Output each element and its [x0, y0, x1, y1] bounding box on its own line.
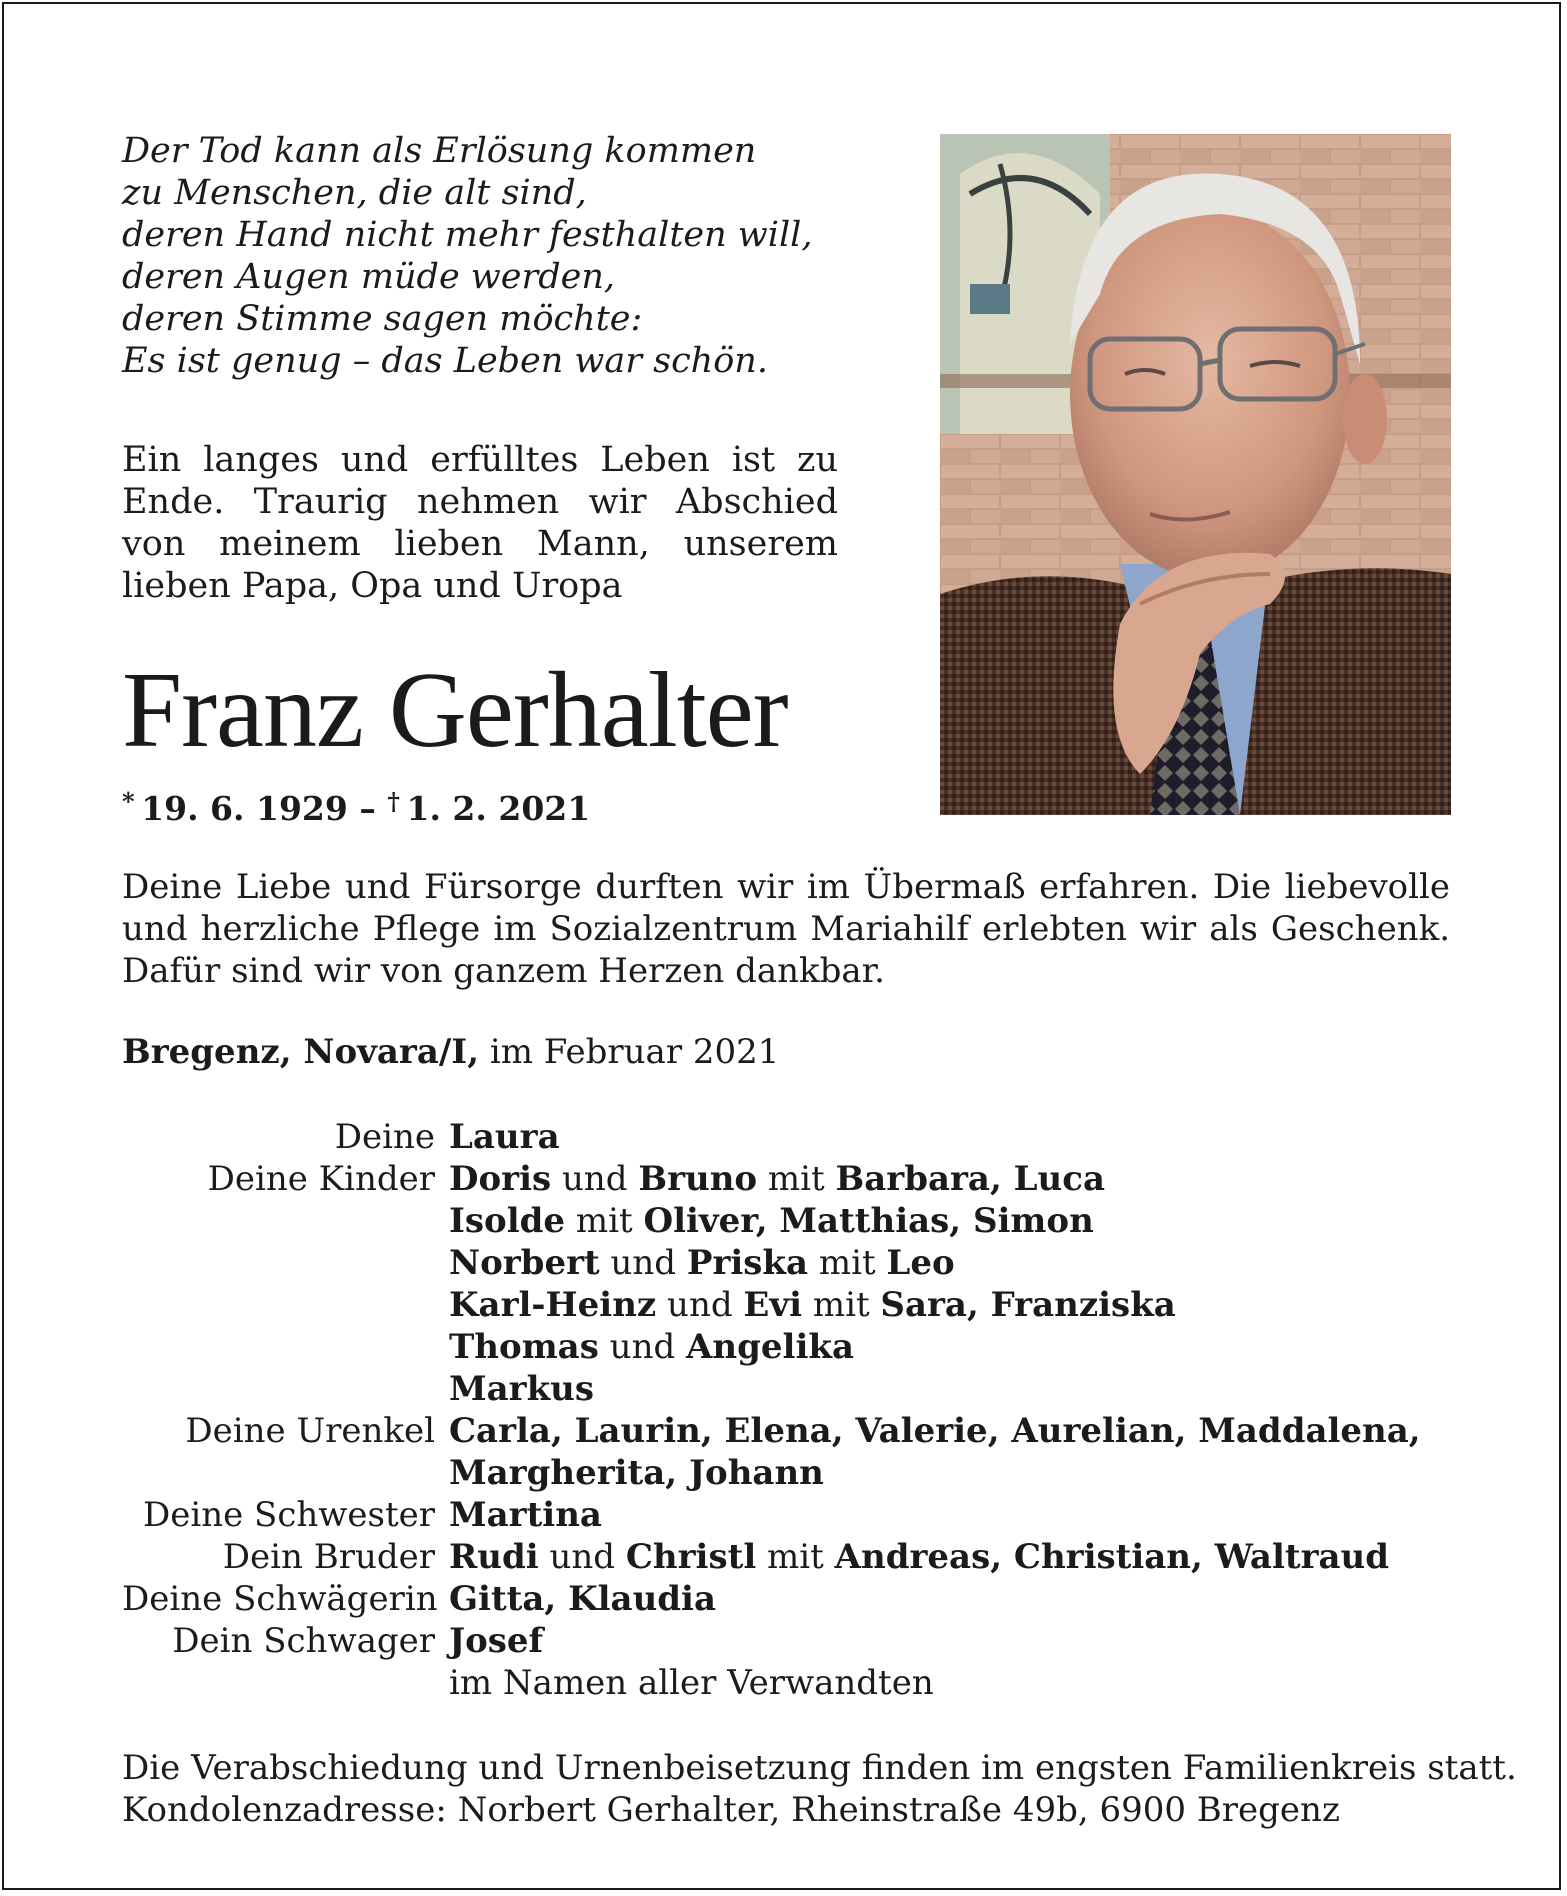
- family-member-name: Markus: [449, 1369, 594, 1409]
- family-row: [122, 1200, 1462, 1242]
- family-member-name: Isolde: [449, 1201, 566, 1241]
- family-member-name: Martina: [449, 1495, 602, 1535]
- place-locations: Bregenz, Novara/I,: [122, 1032, 480, 1072]
- family-names: [449, 1410, 1462, 1452]
- family-names: [449, 1662, 1462, 1704]
- family-connector: mit: [808, 1243, 887, 1283]
- family-row: [122, 1242, 1462, 1284]
- family-connector: und: [599, 1243, 687, 1283]
- family-relation: [122, 1284, 449, 1326]
- family-connector: und: [656, 1285, 744, 1325]
- family-relation: [122, 1242, 449, 1284]
- obituary-card: [2, 2, 1561, 1890]
- thanks-text: Deine Liebe und Fürsorge durften wir im Übermaß erfahren. Die liebevolle und herzliche Pflege im Sozialzentrum Mariahilf erlebten wir als Geschenk. Dafür sind wir von ganzem Herzen dankbar.: [122, 867, 1450, 991]
- poem: [122, 130, 922, 382]
- family-names: [449, 1536, 1462, 1578]
- closing-line: Die Verabschiedung und Urnenbeisetzung finden im engsten Familienkreis statt.: [122, 1748, 1517, 1788]
- place-and-date: [122, 1031, 779, 1073]
- family-names: [449, 1116, 1462, 1158]
- closing-text: [122, 1747, 1517, 1831]
- family-member-name: Laura: [449, 1117, 560, 1157]
- family-row: [122, 1662, 1462, 1704]
- family-member-name: Christl: [625, 1537, 757, 1577]
- family-member-name: Rudi: [449, 1537, 539, 1577]
- birth-date: 19. 6. 1929: [141, 789, 348, 828]
- family-names: [449, 1284, 1462, 1326]
- family-names: [449, 1326, 1462, 1368]
- family-row: [122, 1326, 1462, 1368]
- family-member-name: Josef: [449, 1621, 544, 1661]
- portrait-illustration: [940, 134, 1451, 815]
- family-names: [449, 1158, 1462, 1200]
- poem-line: zu Menschen, die alt sind,: [122, 173, 587, 213]
- family-connector: im Namen aller Verwandten: [449, 1663, 934, 1703]
- poem-line: deren Augen müde werden,: [122, 257, 615, 297]
- family-row: [122, 1452, 1462, 1494]
- poem-line: deren Stimme sagen möchte:: [122, 299, 643, 339]
- closing-line: Kondolenzadresse: Norbert Gerhalter, Rheinstraße 49b, 6900 Bregenz: [122, 1790, 1340, 1830]
- family-names: [449, 1620, 1462, 1662]
- family-connector: und: [551, 1159, 639, 1199]
- family-member-name: Margherita, Johann: [449, 1453, 824, 1493]
- family-names: [449, 1242, 1462, 1284]
- date-separator: –: [347, 789, 388, 828]
- family-row: [122, 1494, 1462, 1536]
- family-connector: mit: [565, 1201, 644, 1241]
- family-row: [122, 1410, 1462, 1452]
- intro-text: Ein langes und erfülltes Leben ist zu Ende. Traurig nehmen wir Abschied von meinem lieben Mann, unserem lieben Papa, Opa und Uropa: [122, 440, 838, 606]
- family-relation: Deine Urenkel: [185, 1411, 435, 1451]
- family-member-name: Doris: [449, 1159, 552, 1199]
- family-connector: und: [538, 1537, 626, 1577]
- family-names: [449, 1200, 1462, 1242]
- family-row: [122, 1578, 1462, 1620]
- family-names: [449, 1578, 1462, 1620]
- family-names: [449, 1452, 1462, 1494]
- family-relation: [122, 1452, 449, 1494]
- family-row: [122, 1368, 1462, 1410]
- family-member-name: Andreas, Christian, Waltraud: [834, 1537, 1390, 1577]
- family-member-name: Gitta, Klaudia: [449, 1579, 717, 1619]
- family-member-name: Leo: [886, 1243, 955, 1283]
- poem-line: Der Tod kann als Erlösung kommen: [122, 131, 757, 171]
- place-date: im Februar 2021: [479, 1032, 780, 1072]
- family-member-name: Angelika: [686, 1327, 854, 1367]
- family-member-name: Carla, Laurin, Elena, Valerie, Aurelian, Maddalena,: [449, 1411, 1421, 1451]
- family-member-name: Thomas: [449, 1327, 599, 1367]
- family-relation: Deine Kinder: [207, 1159, 435, 1199]
- family-relation: Deine Schwester: [142, 1495, 435, 1535]
- family-member-name: Bruno: [638, 1159, 758, 1199]
- family-names: [449, 1368, 1462, 1410]
- poem-line: deren Hand nicht mehr festhalten will,: [122, 215, 813, 255]
- family-member-name: Evi: [743, 1285, 803, 1325]
- family-row: [122, 1620, 1462, 1662]
- family-relation: Dein Bruder: [222, 1537, 435, 1577]
- family-relation: [122, 1368, 449, 1410]
- family-relation: [122, 1200, 449, 1242]
- family-member-name: Sara, Franziska: [880, 1285, 1176, 1325]
- family-member-name: Priska: [686, 1243, 809, 1283]
- family-row: [122, 1158, 1462, 1200]
- family-member-name: Oliver, Matthias, Simon: [643, 1201, 1094, 1241]
- family-connector: mit: [802, 1285, 881, 1325]
- family-row: [122, 1536, 1462, 1578]
- family-relation: [122, 1326, 449, 1368]
- family-relation: Dein Schwager: [172, 1621, 435, 1661]
- family-connector: mit: [757, 1159, 836, 1199]
- family-row: [122, 1116, 1462, 1158]
- family-member-name: Norbert: [449, 1243, 600, 1283]
- family-row: [122, 1284, 1462, 1326]
- family-names: [449, 1494, 1462, 1536]
- life-dates: [122, 782, 590, 829]
- portrait-photo: [940, 134, 1451, 815]
- family-relation: [122, 1662, 449, 1704]
- poem-line: Es ist genug – das Leben war schön.: [122, 341, 768, 381]
- family-list: [122, 1116, 1462, 1704]
- family-relation: Deine Schwägerin: [122, 1579, 438, 1619]
- family-relation: Deine: [334, 1117, 435, 1157]
- birth-symbol: *: [122, 787, 135, 816]
- family-connector: und: [598, 1327, 687, 1367]
- deceased-name: Franz Gerhalter: [122, 651, 788, 770]
- family-connector: mit: [756, 1537, 835, 1577]
- death-symbol: †: [387, 787, 400, 816]
- family-member-name: Karl-Heinz: [449, 1285, 657, 1325]
- death-date: 1. 2. 2021: [406, 789, 591, 828]
- family-member-name: Barbara, Luca: [835, 1159, 1105, 1199]
